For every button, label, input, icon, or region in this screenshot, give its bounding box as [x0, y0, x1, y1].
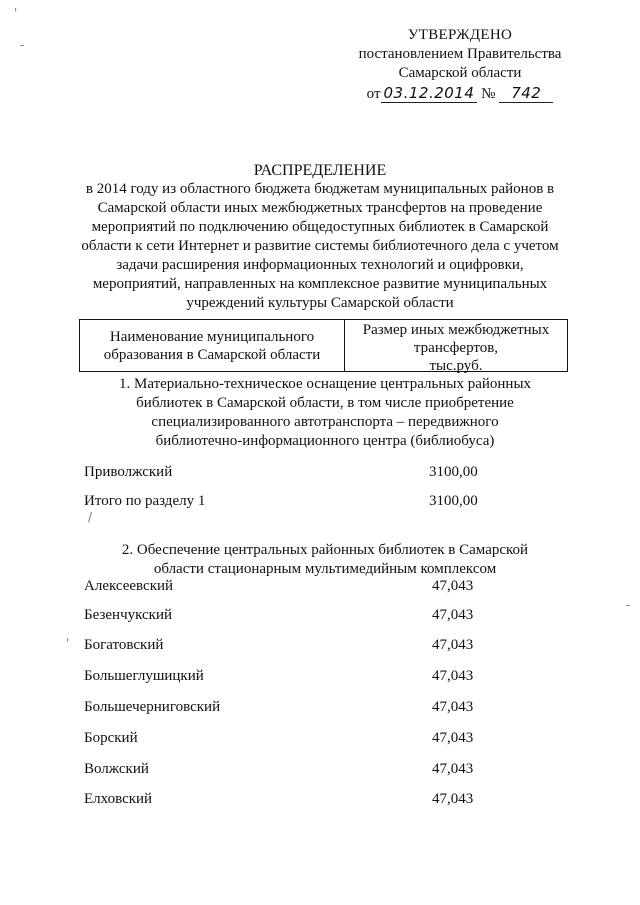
amount-value: 47,043 [432, 699, 474, 715]
municipality-name: Безенчукский [84, 607, 173, 623]
section-heading-line: библиотек в Самарской области, в том числе приобретение [136, 395, 514, 411]
date-prefix: от [366, 86, 381, 102]
number-prefix: № [481, 86, 496, 102]
table-row [84, 666, 504, 686]
amount-value: 3100,00 [429, 464, 478, 480]
municipality-name: Большеглушицкий [84, 668, 204, 684]
municipality-name: Борский [84, 730, 138, 746]
municipality-name: Елховский [84, 791, 153, 807]
approval-date: 03.12.2014 [381, 84, 478, 103]
amount-value: 47,043 [432, 637, 474, 653]
amount-value: 47,043 [432, 791, 474, 807]
approval-block [350, 26, 570, 104]
column-header-text: тыс.руб. [429, 358, 483, 374]
title-line: Самарской области иных межбюджетных трансфертов на проведение [97, 200, 543, 216]
title-line: в 2014 году из областного бюджета бюджетам муниципальных районов в [85, 181, 555, 197]
table-row [84, 576, 504, 596]
section-heading-line: специализированного автотранспорта – передвижного [151, 414, 499, 430]
document-title [60, 161, 580, 313]
section-heading-line: области стационарным мультимедийным комплексом [153, 561, 497, 577]
amount-value: 47,043 [432, 578, 474, 594]
table-row [84, 605, 504, 625]
column-header-text: образования в Самарской области [103, 346, 321, 363]
table-row [84, 635, 504, 655]
total-label: Итого по разделу 1 [84, 493, 206, 509]
municipality-name: Богатовский [84, 637, 164, 653]
scan-mark: ' [66, 636, 70, 650]
table-header [79, 319, 568, 372]
column-header-text: трансфертов, [413, 340, 499, 356]
approval-line-1: постановлением Правительства [358, 46, 562, 62]
amount-value: 47,043 [432, 668, 474, 684]
section-2-heading [100, 541, 550, 579]
title-line: учреждений культуры Самарской области [186, 295, 454, 311]
municipality-name: Волжский [84, 761, 149, 777]
title-line: мероприятий, направленных на комплексное развитие муниципальных [92, 276, 548, 292]
column-header-amount [345, 320, 567, 374]
municipality-name: Алексеевский [84, 578, 174, 594]
scan-mark: - [626, 598, 631, 612]
amount-value: 47,043 [432, 730, 474, 746]
title-line: задачи расширения информационных технологий и оцифровки, [116, 257, 524, 273]
column-header-text: Наименование муниципального [109, 328, 315, 345]
municipality-name: Большечерниговский [84, 699, 221, 715]
table-row [84, 728, 504, 748]
column-header-municipality [80, 320, 345, 371]
title-heading: РАСПРЕДЕЛЕНИЕ [253, 162, 387, 179]
approval-date-line [350, 84, 570, 104]
scan-mark: ' [14, 6, 18, 20]
table-row [84, 462, 504, 482]
scan-mark: - [20, 38, 25, 52]
table-row [84, 697, 504, 717]
title-line: области к сети Интернет и развитие системы библиотечного дела с учетом [81, 238, 559, 254]
title-line: мероприятий по подключению общедоступных библиотек в Самарской [91, 219, 549, 235]
table-row [84, 759, 504, 779]
approval-line-2: Самарской области [398, 65, 522, 81]
scan-mark: / [88, 510, 93, 524]
section-total-row [84, 491, 504, 511]
approval-heading: УТВЕРЖДЕНО [407, 27, 513, 43]
amount-value: 47,043 [432, 607, 474, 623]
table-row [84, 789, 504, 809]
section-heading-line: библиотечно-информационного центра (библиобуса) [155, 433, 495, 449]
section-1-heading [100, 375, 550, 451]
section-heading-line: 1. Материально-техническое оснащение центральных районных [118, 376, 532, 392]
municipality-name: Приволжский [84, 464, 173, 480]
amount-value: 47,043 [432, 761, 474, 777]
approval-number: 742 [499, 84, 553, 103]
column-header-text: Размер иных межбюджетных [362, 322, 550, 338]
section-heading-line: 2. Обеспечение центральных районных библиотек в Самарской [121, 542, 529, 558]
total-value: 3100,00 [429, 493, 478, 509]
